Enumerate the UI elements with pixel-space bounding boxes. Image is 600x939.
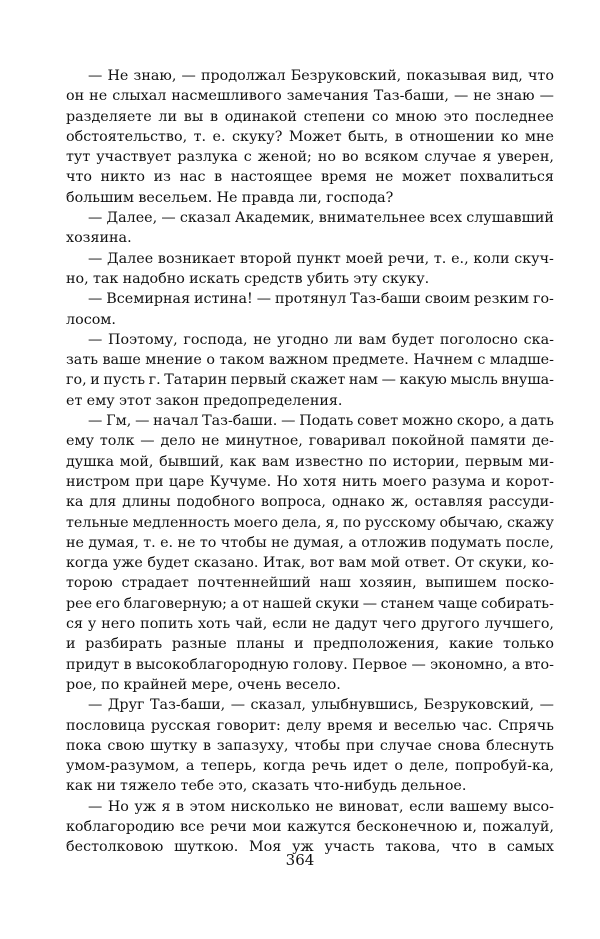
text-line: ему толк — дело не минутное, говаривал покойной памяти де- [66, 433, 554, 450]
text-line: душка мой, бывший, как вам известно по истории, первым ми- [66, 453, 554, 470]
page-number: 364 [285, 851, 315, 869]
text-line: умом-разумом, а теперь, когда речь идет о деле, попробуй-ка, [66, 758, 554, 775]
text-line: — Далее возникает второй пункт моей речи, т. е., коли скуч- [88, 250, 554, 267]
text-line: обстоятельство, т. е. скуку? Может быть, в отношении ко мне [66, 128, 554, 145]
text-line: он не слыхал насмешливого замечания Таз-баши, — не знаю — [66, 88, 554, 105]
text-line: придут в высокоблагородную голову. Первое — экономно, а вто- [66, 656, 554, 673]
text-line: не думая, т. е. не то чтобы не думая, а отложив подумать после, [66, 534, 554, 551]
text-line: рее его благоверную; а от нашей скуки — станем чаще собирать- [66, 595, 554, 612]
text-line: коблагородию все речи мои кажутся бесконечною и, пожалуй, [66, 818, 554, 835]
text-line: — Поэтому, господа, не угодно ли вам будет поголосно ска- [88, 331, 554, 348]
text-line: ся у него попить хоть чай, если не дадут чего другого лучшего, [66, 616, 554, 633]
text-line: торою страдает почтеннейший наш хозяин, выпишем поско- [66, 575, 554, 592]
text-line: большим весельем. Не правда ли, господа? [66, 189, 394, 206]
text-line: хозяина. [66, 230, 132, 247]
text-line: но, так надобно искать средств убить эту скуку. [66, 270, 430, 287]
text-line: бестолковою шуткою. Моя уж участь такова, что в самых [66, 839, 554, 856]
text-line: — Но уж я в этом нисколько не виноват, если вашему высо- [88, 798, 554, 815]
text-line: ка для длины подобного вопроса, однако ж, оставляя рассуди- [66, 494, 554, 511]
text-line: что никто из нас в настоящее время не может похвалиться [66, 169, 554, 186]
text-line: лосом. [66, 311, 116, 328]
text-line: го, и пусть г. Татарин первый скажет нам — какую мысль внуша- [66, 372, 554, 389]
text-line: ет ему этот закон предопределения. [66, 392, 343, 409]
text-line: и разбирать разные планы и предположения, какие только [66, 636, 554, 653]
text-line: тельные медленность моего дела, я, по русскому обычаю, скажу [66, 514, 554, 531]
text-line: разделяете ли вы в одинакой степени со мною это последнее [66, 108, 554, 125]
text-line: — Гм, — начал Таз-баши. — Подать совет можно скоро, а дать [88, 413, 554, 430]
text-line: — Не знаю, — продолжал Безруковский, показывая вид, что [88, 68, 554, 84]
text-line: нистром при царе Кучуме. Но хотя нить моего разума и корот- [66, 473, 554, 490]
text-line: пословица русская говорит: делу время и веселью час. Спрячь [66, 717, 554, 734]
text-line: тут участвует разлука с женой; но во всяком случае я уверен, [66, 149, 554, 166]
body-text [66, 66, 554, 858]
text-line: — Друг Таз-баши, — сказал, улыбнувшись, Безруковский, — [88, 697, 554, 714]
text-line: когда уже будет сказано. Итак, вот вам мой ответ. От скуки, ко- [66, 555, 554, 572]
text-line: как ни тяжело тебе это, сказать что-нибудь дельное. [66, 778, 467, 795]
text-line: рое, по крайней мере, очень весело. [66, 676, 341, 693]
text-line: зать ваше мнение о таком важном предмете. Начнем с младше- [66, 352, 554, 369]
text-line: пока свою шутку в запазуху, чтобы при случае снова блеснуть [66, 737, 554, 754]
text-line: — Всемирная истина! — протянул Таз-баши своим резким го- [88, 291, 554, 308]
text-line: — Далее, — сказал Академик, внимательнее всех слушавший [88, 210, 554, 227]
